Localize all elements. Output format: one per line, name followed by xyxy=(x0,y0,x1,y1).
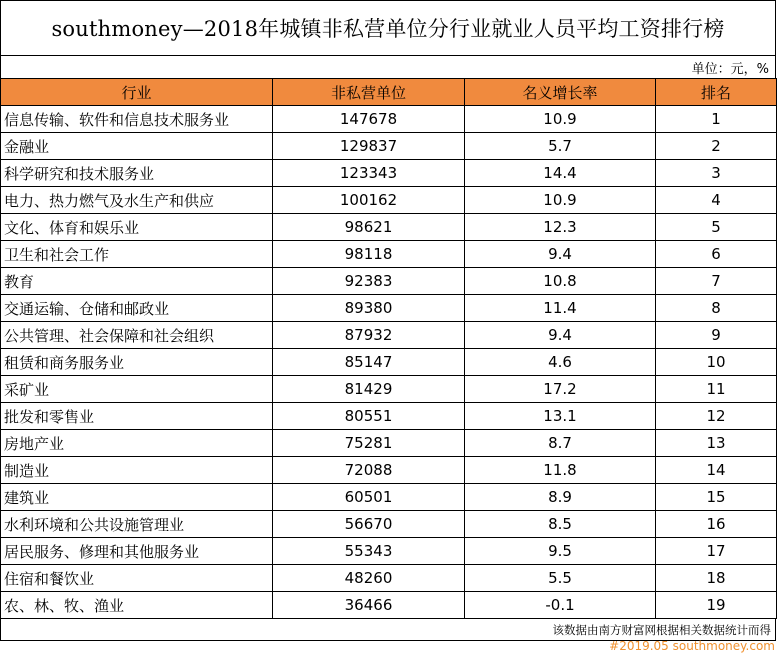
cell-rank: 1 xyxy=(656,106,777,133)
table-row xyxy=(1,241,777,268)
cell-industry: 采矿业 xyxy=(1,376,273,403)
cell-rank: 5 xyxy=(656,214,777,241)
table-row xyxy=(1,160,777,187)
cell-wage: 56670 xyxy=(273,511,465,538)
table-row xyxy=(1,538,777,565)
table-row xyxy=(1,349,777,376)
table-row xyxy=(1,106,777,133)
cell-industry: 建筑业 xyxy=(1,484,273,511)
cell-industry: 科学研究和技术服务业 xyxy=(1,160,273,187)
cell-industry: 教育 xyxy=(1,268,273,295)
cell-rank: 10 xyxy=(656,349,777,376)
table-row xyxy=(1,322,777,349)
page-title: southmoney—2018年城镇非私营单位分行业就业人员平均工资排行榜 xyxy=(0,0,776,55)
cell-industry: 公共管理、社会保障和社会组织 xyxy=(1,322,273,349)
cell-rank: 19 xyxy=(656,592,777,619)
cell-wage: 55343 xyxy=(273,538,465,565)
cell-growth: 8.9 xyxy=(465,484,656,511)
table-row xyxy=(1,268,777,295)
header-industry: 行业 xyxy=(1,79,273,106)
cell-industry: 文化、体育和娱乐业 xyxy=(1,214,273,241)
table-row xyxy=(1,295,777,322)
cell-wage: 100162 xyxy=(273,187,465,214)
cell-rank: 3 xyxy=(656,160,777,187)
cell-industry: 农、林、牧、渔业 xyxy=(1,592,273,619)
header-wage: 非私营单位 xyxy=(273,79,465,106)
watermark: #2019.05 southmoney.com xyxy=(609,639,775,653)
cell-growth: 11.4 xyxy=(465,295,656,322)
unit-label: 单位：元，% xyxy=(0,55,776,78)
footnote: 该数据由南方财富网根据相关数据统计而得 xyxy=(0,619,776,641)
cell-wage: 72088 xyxy=(273,457,465,484)
cell-rank: 13 xyxy=(656,430,777,457)
cell-industry: 租赁和商务服务业 xyxy=(1,349,273,376)
cell-wage: 87932 xyxy=(273,322,465,349)
cell-industry: 金融业 xyxy=(1,133,273,160)
table-row xyxy=(1,403,777,430)
cell-growth: 10.9 xyxy=(465,106,656,133)
table-body xyxy=(1,106,777,619)
cell-rank: 16 xyxy=(656,511,777,538)
table-row xyxy=(1,133,777,160)
table-row xyxy=(1,457,777,484)
cell-wage: 92383 xyxy=(273,268,465,295)
table-header-row xyxy=(1,79,777,106)
cell-growth: 4.6 xyxy=(465,349,656,376)
wage-table xyxy=(0,78,777,619)
cell-industry: 电力、热力燃气及水生产和供应 xyxy=(1,187,273,214)
cell-growth: 5.5 xyxy=(465,565,656,592)
table-row xyxy=(1,484,777,511)
cell-growth: 10.8 xyxy=(465,268,656,295)
table-row xyxy=(1,214,777,241)
cell-rank: 7 xyxy=(656,268,777,295)
table-row xyxy=(1,187,777,214)
cell-industry: 房地产业 xyxy=(1,430,273,457)
cell-growth: 8.5 xyxy=(465,511,656,538)
cell-growth: -0.1 xyxy=(465,592,656,619)
cell-rank: 17 xyxy=(656,538,777,565)
cell-rank: 12 xyxy=(656,403,777,430)
cell-wage: 123343 xyxy=(273,160,465,187)
cell-rank: 11 xyxy=(656,376,777,403)
cell-rank: 18 xyxy=(656,565,777,592)
cell-wage: 48260 xyxy=(273,565,465,592)
cell-industry: 信息传输、软件和信息技术服务业 xyxy=(1,106,273,133)
cell-growth: 17.2 xyxy=(465,376,656,403)
cell-industry: 住宿和餐饮业 xyxy=(1,565,273,592)
cell-growth: 5.7 xyxy=(465,133,656,160)
cell-wage: 89380 xyxy=(273,295,465,322)
cell-growth: 8.7 xyxy=(465,430,656,457)
cell-industry: 制造业 xyxy=(1,457,273,484)
cell-wage: 129837 xyxy=(273,133,465,160)
cell-industry: 居民服务、修理和其他服务业 xyxy=(1,538,273,565)
cell-growth: 14.4 xyxy=(465,160,656,187)
cell-growth: 11.8 xyxy=(465,457,656,484)
table-row xyxy=(1,430,777,457)
cell-wage: 81429 xyxy=(273,376,465,403)
cell-growth: 12.3 xyxy=(465,214,656,241)
cell-rank: 2 xyxy=(656,133,777,160)
cell-wage: 98118 xyxy=(273,241,465,268)
header-growth: 名义增长率 xyxy=(465,79,656,106)
header-rank: 排名 xyxy=(656,79,777,106)
cell-industry: 批发和零售业 xyxy=(1,403,273,430)
cell-wage: 147678 xyxy=(273,106,465,133)
cell-wage: 75281 xyxy=(273,430,465,457)
table-row xyxy=(1,592,777,619)
cell-growth: 9.5 xyxy=(465,538,656,565)
table-row xyxy=(1,511,777,538)
cell-wage: 85147 xyxy=(273,349,465,376)
cell-growth: 13.1 xyxy=(465,403,656,430)
cell-rank: 14 xyxy=(656,457,777,484)
cell-rank: 9 xyxy=(656,322,777,349)
cell-wage: 60501 xyxy=(273,484,465,511)
cell-rank: 4 xyxy=(656,187,777,214)
cell-growth: 10.9 xyxy=(465,187,656,214)
cell-rank: 8 xyxy=(656,295,777,322)
cell-growth: 9.4 xyxy=(465,322,656,349)
cell-wage: 98621 xyxy=(273,214,465,241)
cell-rank: 15 xyxy=(656,484,777,511)
cell-rank: 6 xyxy=(656,241,777,268)
cell-wage: 80551 xyxy=(273,403,465,430)
table-row xyxy=(1,376,777,403)
cell-growth: 9.4 xyxy=(465,241,656,268)
cell-industry: 卫生和社会工作 xyxy=(1,241,273,268)
cell-wage: 36466 xyxy=(273,592,465,619)
cell-industry: 水利环境和公共设施管理业 xyxy=(1,511,273,538)
table-row xyxy=(1,565,777,592)
cell-industry: 交通运输、仓储和邮政业 xyxy=(1,295,273,322)
